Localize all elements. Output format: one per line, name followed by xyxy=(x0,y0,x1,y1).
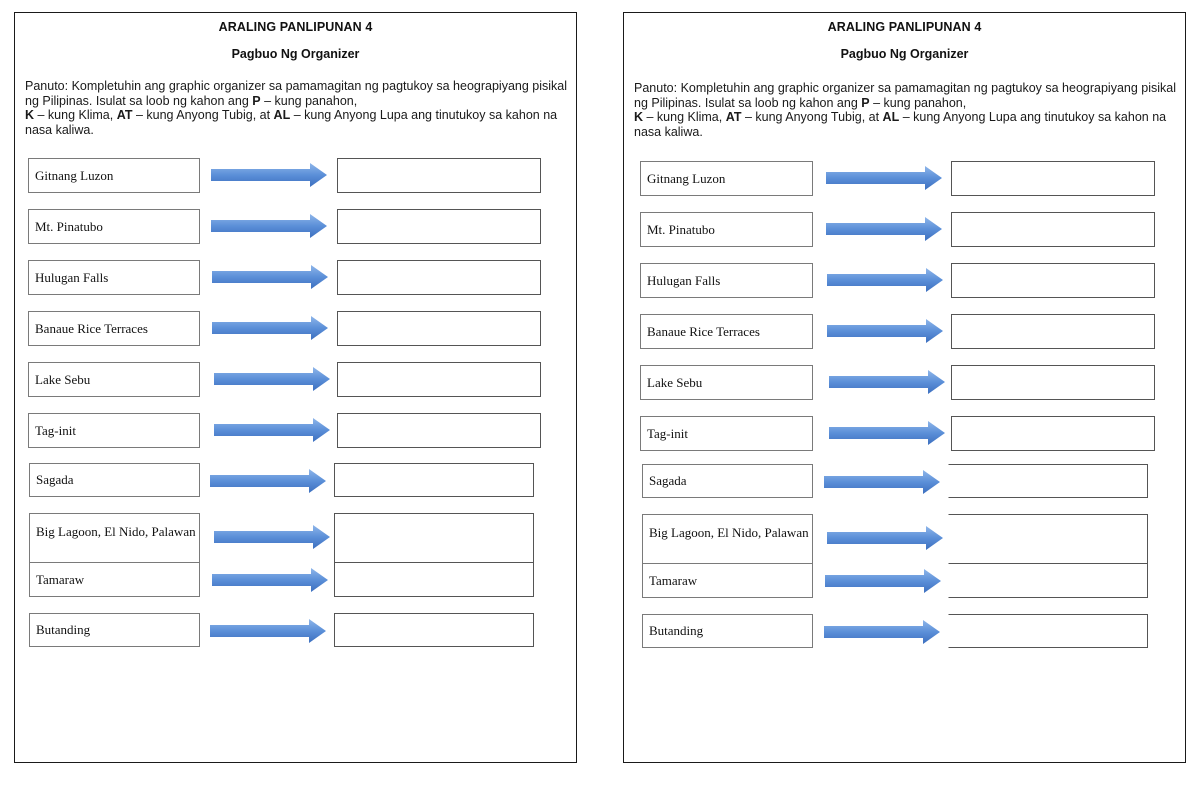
label-box-sagada xyxy=(642,464,813,498)
answer-box-9[interactable] xyxy=(948,563,1148,598)
label-text: Big Lagoon, El Nido, Palawan xyxy=(36,524,196,539)
label-text: Sagada xyxy=(36,472,74,487)
label-text: Hulugan Falls xyxy=(35,269,109,285)
label-text: Tamaraw xyxy=(649,572,698,588)
instructions-text xyxy=(634,81,1177,139)
arrow-right-icon xyxy=(211,264,329,290)
label-text: Gitnang Luzon xyxy=(35,167,114,183)
label-box-sagada xyxy=(29,463,200,497)
label-box-tamaraw xyxy=(642,563,813,598)
worksheet-title: ARALING PANLIPUNAN 4 xyxy=(218,20,373,34)
key-at: AT xyxy=(116,108,133,122)
arrow-right-icon xyxy=(826,525,944,551)
key-at-desc: – kung Anyong Tubig, at xyxy=(741,110,883,124)
arrow-right-icon xyxy=(209,618,327,644)
arrow-right-icon xyxy=(823,619,941,645)
label-text: Banaue Rice Terraces xyxy=(647,323,760,339)
label-box-lake-sebu xyxy=(640,365,813,400)
answer-box-2[interactable] xyxy=(951,212,1155,247)
worksheet-subtitle: Pagbuo Ng Organizer xyxy=(840,47,969,61)
label-text: Tag-init xyxy=(35,422,76,438)
label-box-mt-pinatubo xyxy=(640,212,813,247)
label-box-mt-pinatubo xyxy=(28,209,200,244)
arrow-right-icon xyxy=(826,318,944,344)
key-al: AL xyxy=(273,108,291,122)
arrow-right-icon xyxy=(213,366,331,392)
answer-box-9[interactable] xyxy=(334,562,534,597)
key-al-desc: – kung Anyong Lupa ang tinutukoy sa kahon na nasa kaliwa. xyxy=(25,108,558,137)
key-p: P xyxy=(252,93,261,108)
key-p: P xyxy=(861,95,870,110)
key-p-desc: – kung panahon, xyxy=(869,95,967,110)
key-p-desc: – kung panahon, xyxy=(260,93,358,108)
answer-box-3[interactable] xyxy=(337,260,541,295)
worksheet-title: ARALING PANLIPUNAN 4 xyxy=(827,20,982,34)
instructions-prefix: Panuto: Kompletuhin ang graphic organizer sa pamamagitan ng pagtukoy sa heograpiyang pisikal ng Pilipinas. Isulat sa loob ng kahon ang xyxy=(634,81,1177,110)
key-k-desc: – kung Klima, xyxy=(34,108,117,122)
answer-box-8[interactable] xyxy=(334,513,534,563)
label-box-banaue-rice-terraces xyxy=(640,314,813,349)
instructions-prefix: Panuto: Kompletuhin ang graphic organizer sa pamamagitan ng pagtukoy sa heograpiyang pisikal ng Pilipinas. Isulat sa loob ng kahon ang xyxy=(25,79,568,108)
label-text: Banaue Rice Terraces xyxy=(35,320,148,336)
key-k: K xyxy=(25,108,35,122)
answer-box-5[interactable] xyxy=(951,365,1155,400)
label-text: Big Lagoon, El Nido, Palawan xyxy=(649,525,809,540)
arrow-right-icon xyxy=(211,315,329,341)
answer-box-7[interactable] xyxy=(334,463,534,497)
answer-box-4[interactable] xyxy=(337,311,541,346)
answer-box-10[interactable] xyxy=(948,614,1148,648)
label-box-big-lagoon xyxy=(29,513,200,563)
key-at-desc: – kung Anyong Tubig, at xyxy=(132,108,274,122)
label-text: Gitnang Luzon xyxy=(647,170,726,186)
arrow-right-icon xyxy=(825,216,943,242)
key-at: AT xyxy=(725,110,742,124)
answer-box-1[interactable] xyxy=(951,161,1155,196)
worksheet-page-1 xyxy=(14,12,577,763)
label-box-hulugan-falls xyxy=(28,260,200,295)
label-text: Lake Sebu xyxy=(35,371,91,387)
label-box-gitnang-luzon xyxy=(28,158,200,193)
answer-box-6[interactable] xyxy=(951,416,1155,451)
arrow-right-icon xyxy=(209,468,327,494)
key-k-desc: – kung Klima, xyxy=(643,110,726,124)
arrow-right-icon xyxy=(825,165,943,191)
answer-box-6[interactable] xyxy=(337,413,541,448)
arrow-right-icon xyxy=(213,417,331,443)
answer-box-3[interactable] xyxy=(951,263,1155,298)
key-al: AL xyxy=(882,110,900,124)
arrow-right-icon xyxy=(828,420,946,446)
arrow-right-icon xyxy=(213,524,331,550)
arrow-right-icon xyxy=(210,213,328,239)
arrow-right-icon xyxy=(210,162,328,188)
arrow-right-icon xyxy=(828,369,946,395)
label-box-gitnang-luzon xyxy=(640,161,813,196)
label-box-tag-init xyxy=(640,416,813,451)
answer-box-10[interactable] xyxy=(334,613,534,647)
label-text: Tag-init xyxy=(647,425,688,441)
label-text: Mt. Pinatubo xyxy=(35,218,103,234)
answer-box-1[interactable] xyxy=(337,158,541,193)
label-text: Butanding xyxy=(36,622,91,637)
arrow-right-icon xyxy=(824,568,942,594)
label-text: Lake Sebu xyxy=(647,374,703,390)
label-box-big-lagoon xyxy=(642,514,813,564)
label-text: Butanding xyxy=(649,623,704,638)
arrow-right-icon xyxy=(823,469,941,495)
label-box-tag-init xyxy=(28,413,200,448)
arrow-right-icon xyxy=(826,267,944,293)
label-box-banaue-rice-terraces xyxy=(28,311,200,346)
arrow-right-icon xyxy=(211,567,329,593)
answer-box-4[interactable] xyxy=(951,314,1155,349)
label-box-tamaraw xyxy=(29,562,200,597)
label-text: Sagada xyxy=(649,473,687,488)
worksheet-subtitle: Pagbuo Ng Organizer xyxy=(231,47,360,61)
key-al-desc: – kung Anyong Lupa ang tinutukoy sa kahon na nasa kaliwa. xyxy=(634,110,1167,139)
key-k: K xyxy=(634,110,644,124)
label-box-lake-sebu xyxy=(28,362,200,397)
answer-box-8[interactable] xyxy=(948,514,1148,564)
answer-box-2[interactable] xyxy=(337,209,541,244)
label-box-butanding xyxy=(29,613,200,647)
answer-box-5[interactable] xyxy=(337,362,541,397)
label-text: Hulugan Falls xyxy=(647,272,721,288)
label-box-hulugan-falls xyxy=(640,263,813,298)
label-box-butanding xyxy=(642,614,813,648)
answer-box-7[interactable] xyxy=(948,464,1148,498)
worksheet-page-2 xyxy=(623,12,1186,763)
label-text: Tamaraw xyxy=(36,571,85,587)
label-text: Mt. Pinatubo xyxy=(647,221,715,237)
instructions-text xyxy=(25,79,568,137)
